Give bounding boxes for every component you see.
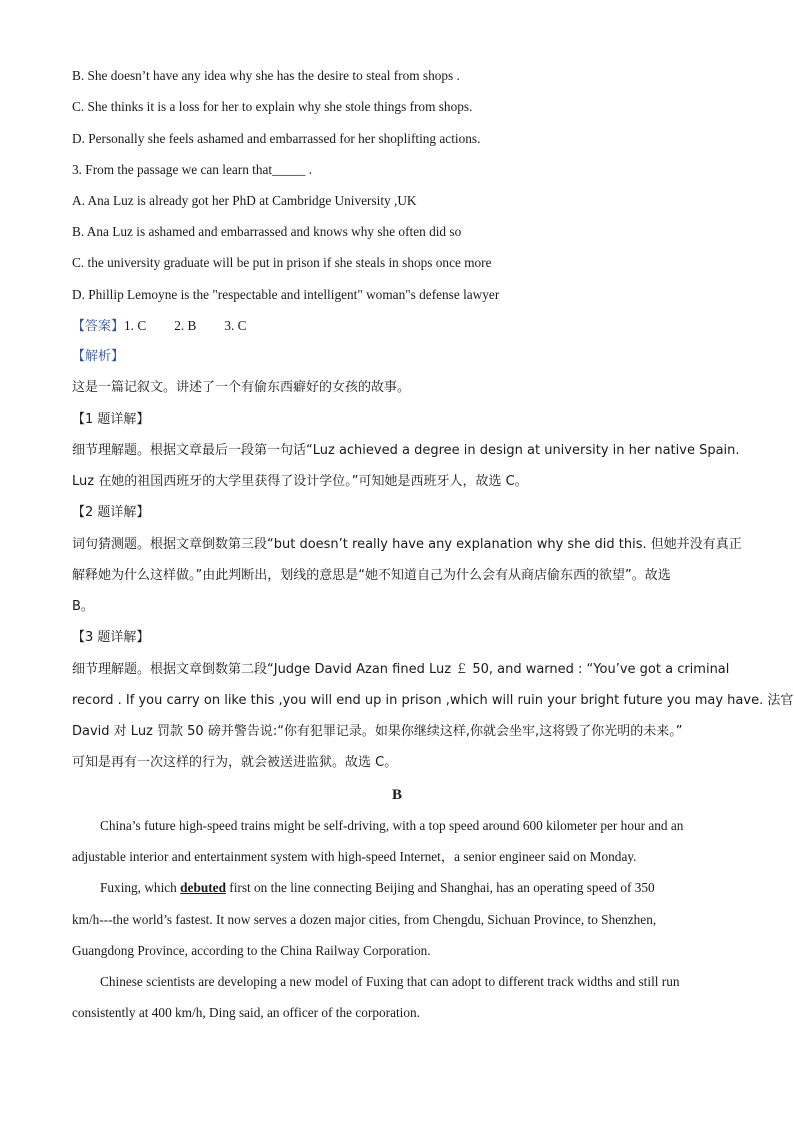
q3-option-c: C. the university graduate will be put in prison if she steals in shops once more (72, 255, 492, 270)
q2-option-b: B. She doesn’t have any idea why she has the desire to steal from shops . (72, 68, 460, 83)
q3-option-a: A. Ana Luz is already got her PhD at Cambridge University ,UK (72, 193, 417, 208)
answer-line (72, 316, 722, 337)
passage-b-p1-line-1: China’s future high-speed trains might be self-driving, with a top speed around 600 kilometer per hour and an (100, 818, 684, 833)
detail-3-line-2: record . If you carry on like this ,you will end up in prison ,which will ruin your bright future you may have. 法官 (72, 693, 794, 708)
detail-2-line-1: 词句猜测题。根据文章倒数第三段“but doesn’t really have any explanation why she did this. 但她并没有真正 (72, 537, 742, 552)
detail-2-line-2: 解释她为什么这样做。”由此判断出，划线的意思是“她不知道自己为什么会有从商店偷东西的欲望”。故选 (72, 568, 671, 583)
q2-option-c: C. She thinks it is a loss for her to explain why she stole things from shops. (72, 99, 473, 114)
passage-b-p2-line-1 (100, 878, 722, 898)
detail-1-line-1: 细节理解题。根据文章最后一段第一句话“Luz achieved a degree in design at university in her native Spain. (72, 443, 740, 458)
q2-option-d: D. Personally she feels ashamed and embarrassed for her shoplifting actions. (72, 131, 481, 146)
detail-1-label: 【1 题详解】 (72, 412, 150, 427)
p2-suffix: first on the line connecting Beijing and Shanghai, has an operating speed of 350 (225, 880, 655, 895)
detail-3-line-4: 可知是再有一次这样的行为，就会被送进监狱。故选 C。 (72, 755, 398, 770)
p2-prefix: Fuxing, which (100, 880, 181, 895)
passage-b-p2-line-3: Guangdong Province, according to the China Railway Corporation. (72, 943, 431, 958)
q3-option-b: B. Ana Luz is ashamed and embarrassed and knows why she often did so (72, 224, 462, 239)
answer-3: 3. C (224, 318, 247, 333)
underlined-word-debuted: debuted (180, 880, 226, 895)
detail-3-line-3: David 对 Luz 罚款 50 磅并警告说:“你有犯罪记录。如果你继续这样,你就会坐牢,这将毁了你光明的未来。” (72, 724, 683, 739)
q3-stem: 3. From the passage we can learn that_____ . (72, 162, 313, 177)
passage-b-p2-line-2: km/h---the world’s fastest. It now serves a dozen major cities, from Chengdu, Sichuan Province, to Shenzhen, (72, 912, 657, 927)
answer-label: 【答案】 (72, 319, 125, 334)
detail-2-label: 【2 题详解】 (72, 505, 150, 520)
detail-2-line-3: B。 (72, 599, 94, 614)
analysis-summary: 这是一篇记叙文。讲述了一个有偷东西癖好的女孩的故事。 (72, 380, 411, 395)
detail-3-label: 【3 题详解】 (72, 630, 150, 645)
q3-option-d: D. Phillip Lemoyne is the "respectable and intelligent" woman"s defense lawyer (72, 287, 500, 302)
detail-3-line-1: 细节理解题。根据文章倒数第二段“Judge David Azan fined Luz ￡ 50, and warned : “You’ve got a criminal (72, 662, 730, 677)
passage-b-p3-line-1: Chinese scientists are developing a new model of Fuxing that can adopt to different track widths and still run (100, 974, 680, 989)
analysis-label: 【解析】 (72, 349, 125, 364)
passage-b-p1-line-2: adjustable interior and entertainment system with high-speed Internet，a senior engineer said on Monday. (72, 849, 637, 864)
passage-b-p3-line-2: consistently at 400 km/h, Ding said, an officer of the corporation. (72, 1005, 420, 1020)
detail-1-line-2: Luz 在她的祖国西班牙的大学里获得了设计学位。”可知她是西班牙人，故选 C。 (72, 474, 528, 489)
answer-2: 2. B (174, 318, 197, 333)
answer-1: 1. C (124, 318, 147, 333)
section-b-heading: B (391, 787, 402, 803)
